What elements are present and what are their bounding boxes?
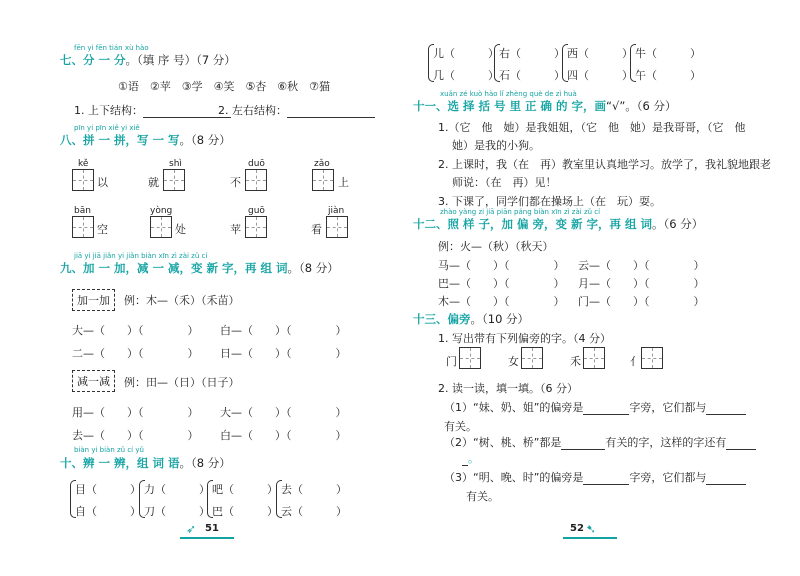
pinyin-shi: shì (169, 159, 182, 169)
group-item[interactable]: 目（ ） (75, 483, 141, 496)
s13-p1 (444, 399, 746, 415)
s13-p2 (444, 434, 756, 450)
s13-q1: 1. 写出带有下列偏旁的字。（4 分） (438, 332, 611, 345)
pinyin-yong: yòng (150, 206, 173, 216)
p3-label: （3）“明、晚、时”的偏旁是 (444, 471, 584, 484)
radical: 禾 (570, 355, 581, 368)
s12-row-item[interactable]: 门—（ ）（ ） (578, 295, 705, 308)
feather-icon: ➷ (586, 522, 597, 536)
section12-pinyin: zhào yàng zi jiā piān páng biàn xīn zì zài zǔ cí (440, 208, 601, 216)
blank-line[interactable] (583, 473, 629, 485)
pinyin-duo: duō (248, 159, 265, 169)
section10-heading (60, 455, 231, 471)
p1-label2: 字旁，它们都与 (629, 401, 707, 414)
section9-points: 。（8 分） (287, 261, 339, 275)
writing-box[interactable] (72, 169, 94, 191)
blank-line[interactable] (706, 473, 746, 485)
section10-pinyin: biàn yi biàn zǔ cí yǔ (74, 446, 144, 454)
writing-box[interactable] (312, 169, 334, 191)
group-item[interactable]: 午（ ） (635, 69, 701, 82)
blank-line[interactable] (561, 438, 605, 450)
p1-youguan: 有关。 (444, 420, 477, 433)
section8-title: 八、拼 一 拼，写 一 写 (60, 133, 180, 147)
pinyin-ban: bān (74, 206, 91, 216)
section7-title: 七、分 一 分 (60, 53, 126, 67)
pinyin-jian: jiàn (328, 206, 345, 216)
add-row-item[interactable]: 二—（ ）（ ） (72, 347, 199, 360)
section7-q1 (74, 102, 231, 118)
writing-box[interactable] (72, 216, 94, 238)
section9-pinyin: jiā yi jiā jiǎn yi jiǎn biàn xīn zì zài zǔ cí (74, 252, 208, 260)
page-number-underline (563, 537, 617, 539)
radical: 女 (508, 355, 519, 368)
group-item[interactable]: 去（ ） (281, 483, 347, 496)
s12-row-item[interactable]: 马—（ ）（ ） (438, 259, 565, 272)
p3-label2: 字旁，它们都与 (629, 471, 707, 484)
section11-pinyin: xuǎn zé kuò hào lǐ zhèng què de zì huà (440, 90, 577, 98)
group-item[interactable]: 巴（ ） (212, 505, 278, 518)
group-item[interactable]: 石（ ） (499, 69, 565, 82)
section10-points: 。（8 分） (179, 456, 231, 470)
section13-points: 。（10 分） (470, 312, 530, 326)
char-before: 苹 (230, 223, 241, 236)
group-item[interactable]: 四（ ） (567, 69, 633, 82)
s11-q2-line2: 师说：（在 再）见！ (452, 176, 557, 189)
s12-example: 例：火—（秋）（秋天） (438, 240, 554, 253)
group-item[interactable]: 西（ ） (567, 47, 633, 60)
section7-q2 (218, 102, 375, 118)
char-after: 处 (175, 223, 186, 236)
section13-title: 十三、偏旁 (413, 312, 471, 326)
pinyin-ke: kě (78, 159, 89, 169)
section7-points: 。（填 序 号）（7 分） (125, 53, 236, 67)
q1-label: 1. 上下结构： (74, 104, 143, 117)
add-row-item[interactable]: 白—（ ）（ ） (220, 324, 347, 337)
group-item[interactable]: 右（ ） (499, 47, 565, 60)
writing-box[interactable] (163, 169, 185, 191)
s11-q3: 3. 下课了，同学们都在操场上（在 玩）耍。 (438, 195, 661, 208)
s12-row-item[interactable]: 木—（ ）（ ） (438, 295, 565, 308)
radical: 门 (446, 355, 457, 368)
s13-p2-end (462, 450, 479, 466)
char-before: 不 (230, 176, 241, 189)
p1-label: （1）“妹、奶、姐”的偏旁是 (444, 401, 584, 414)
section12-heading (413, 216, 703, 232)
group-item[interactable]: 几（ ） (433, 69, 499, 82)
add-row-item[interactable]: 日—（ ）（ ） (220, 347, 347, 360)
section11-points: “√”。（6 分） (606, 99, 677, 113)
add-row-item[interactable]: 大—（ ）（ ） (72, 324, 199, 337)
feather-icon: ➶ (186, 522, 197, 536)
radical: 亻 (630, 355, 641, 368)
s13-p3 (444, 469, 746, 485)
char-before: 就 (148, 176, 159, 189)
sub-row-item[interactable]: 用—（ ）（ ） (72, 406, 199, 419)
sub-example: 例：田—（日）（日子） (124, 376, 240, 389)
blank-line[interactable] (706, 403, 746, 415)
p2-period: 。 (468, 452, 479, 465)
s11-q1-line2: 她）是我的小狗。 (452, 139, 540, 152)
blank-line[interactable] (726, 438, 756, 450)
group-item[interactable]: 刀（ ） (144, 505, 210, 518)
q2-answer-line[interactable] (287, 106, 375, 118)
s12-row-item[interactable]: 月—（ ）（ ） (578, 277, 705, 290)
writing-box[interactable] (521, 347, 543, 369)
s12-row-item[interactable]: 巴—（ ）（ ） (438, 277, 565, 290)
add-label-box: 加一加 (72, 289, 115, 311)
section11-title: 十一、选 择 括 号 里 正 确 的 字，画 (413, 99, 607, 113)
section7-pinyin: fēn yi fēn tián xù hào (74, 44, 149, 52)
section9-title: 九、加 一 加，减 一 减，变 新 字，再 组 词 (60, 261, 288, 275)
s13-p3-end: 有关。 (466, 490, 499, 503)
page-number: 51 (205, 523, 219, 534)
section8-pinyin: pīn yi pīn xiě yi xiě (74, 124, 140, 132)
group-item[interactable]: 牛（ ） (635, 47, 701, 60)
group-item[interactable]: 自（ ） (75, 505, 141, 518)
writing-box[interactable] (326, 216, 348, 238)
writing-box[interactable] (459, 347, 481, 369)
add-example: 例：木—（禾）（禾苗） (124, 294, 240, 307)
writing-box[interactable] (150, 216, 172, 238)
writing-box[interactable] (245, 169, 267, 191)
blank-line[interactable] (583, 403, 629, 415)
char-after: 上 (338, 176, 349, 189)
s11-q1-line1: 1.（它 他 她）是我姐姐，（它 他 她）是我哥哥，（它 他 (438, 121, 746, 134)
writing-box[interactable] (641, 347, 663, 369)
group-item[interactable]: 吧（ ） (212, 483, 278, 496)
section11-heading (413, 98, 677, 114)
p2-label: （2）“树、桃、桥”都是 (444, 436, 562, 449)
s13-p1-end (444, 418, 477, 434)
sub-label-box: 减一减 (72, 370, 115, 392)
char-after: 空 (97, 223, 108, 236)
page-number: 52 (570, 523, 584, 534)
s11-q2-line1: 2. 上课时，我（在 再）教室里认真地学习。放学了，我礼貌地跟老 (438, 158, 771, 171)
char-after: 以 (97, 176, 108, 189)
group-item[interactable]: 力（ ） (144, 483, 210, 496)
section12-title: 十二、照 样 子，加 偏 旁，变 新 字，再 组 词 (413, 217, 653, 231)
section13-heading (413, 311, 529, 327)
group-item[interactable]: 儿（ ） (433, 47, 499, 60)
s12-row-item[interactable]: 云—（ ）（ ） (578, 259, 705, 272)
group-item[interactable]: 云（ ） (281, 505, 347, 518)
pinyin-zao: zǎo (314, 159, 330, 169)
section8-points: 。（8 分） (179, 133, 231, 147)
page-number-underline (180, 537, 234, 539)
section9-heading (60, 260, 339, 276)
s13-q2: 2. 读一读，填一填。（6 分） (438, 382, 578, 395)
sub-row-item[interactable]: 大—（ ）（ ） (220, 406, 347, 419)
writing-box[interactable] (245, 216, 267, 238)
writing-box[interactable] (583, 347, 605, 369)
q2-label: 2. 左右结构： (218, 104, 287, 117)
section10-title: 十、辨 一 辨，组 词 语 (60, 456, 180, 470)
sub-row-item[interactable]: 白—（ ）（ ） (220, 429, 347, 442)
p2-label2: 有关的字，这样的字还有 (605, 436, 727, 449)
sub-row-item[interactable]: 去—（ ）（ ） (72, 429, 199, 442)
section7-options: ①语 ②苹 ③学 ④笑 ⑤杏 ⑥秋 ⑦猫 (118, 80, 331, 93)
section8-heading (60, 132, 231, 148)
char-before: 看 (311, 223, 322, 236)
section7-heading (60, 52, 236, 68)
section12-points: 。（6 分） (652, 217, 704, 231)
pinyin-guo: guō (248, 206, 265, 216)
